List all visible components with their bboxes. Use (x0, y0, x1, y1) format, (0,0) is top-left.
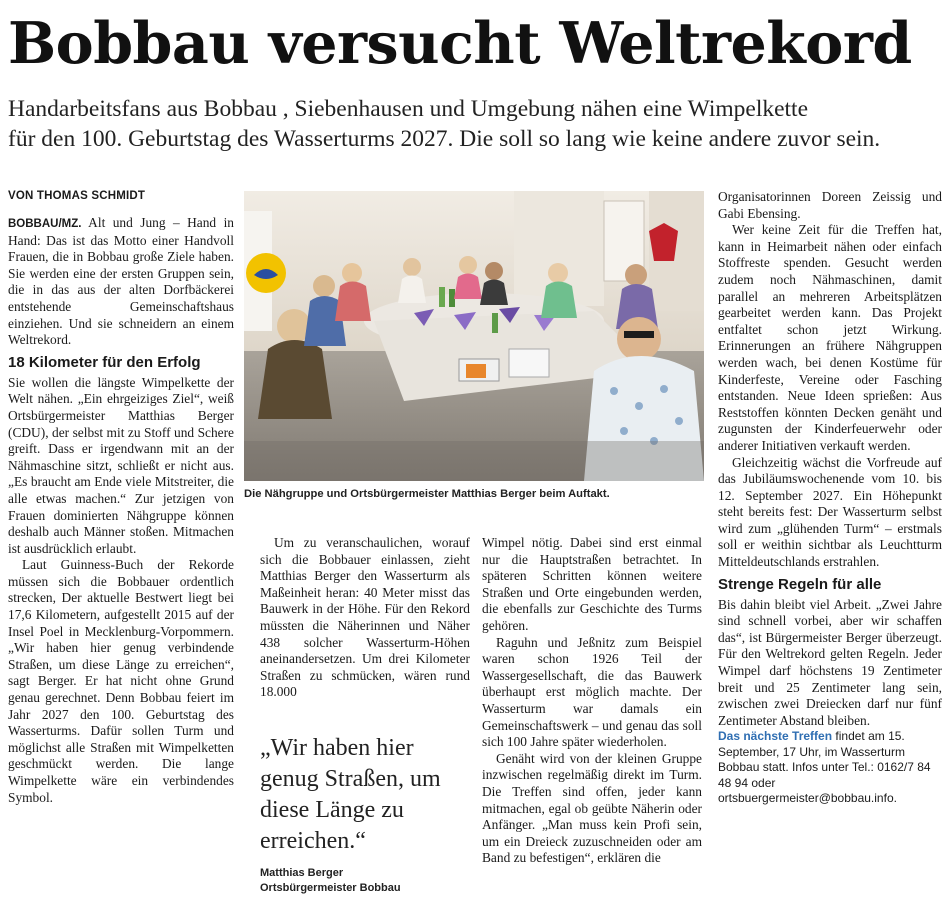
sewing-group-photo (244, 191, 704, 481)
dateline: BOBBAU/MZ. (8, 218, 82, 230)
author-byline: VON THOMAS SCHMIDT (8, 190, 146, 202)
article-column-3 (482, 535, 702, 867)
article-photo (244, 191, 704, 481)
subhead-line-1: Handarbeitsfans aus Bobbau , Siebenhausen und Umgebung nähen eine Wimpelkette (8, 96, 809, 122)
article-subhead (8, 94, 938, 154)
quote-author-name: Matthias Berger (260, 867, 344, 879)
article-column-2 (260, 535, 470, 701)
body-paragraph: Organisatorinnen Doreen Zeissig und Gabi Ebensing. (718, 189, 942, 221)
body-paragraph: Um zu veranschaulichen, worauf sich die Bobbauer einlassen, zieht Matthias Berger den Wasserturm als Maßeinheit heran: 40 Meter misst das Bauwerk in der Höhe. Für den Rekord müssten die Näherinnen und Näher 438 solcher Wasserturm-Höhen aneinandersetzen. Um drei Kilometer Straßen zu schmücken, wären rund 18.000 (260, 535, 470, 700)
next-meeting-label: Das nächste Treffen (718, 729, 833, 744)
subhead-line-2: für den 100. Geburtstag des Wasserturms 2027. Die soll so lang wie keine andere zuvor sein. (8, 126, 881, 152)
quote-author-role: Ortsbürgermeister Bobbau (260, 882, 401, 894)
section-heading-rules: Strenge Regeln für alle (718, 575, 882, 593)
body-paragraph: Raguhn und Jeßnitz zum Beispiel waren schon 1926 Teil der Wassergesellschaft, die das Bauwerk überhaupt erst möglich machte. Der Wasserturm war damals ein Gemeinschaftswerk – und genau das soll sich 100 Jahre später wiederholen. (482, 634, 702, 750)
body-paragraph: Sie wollen die längste Wimpelkette der Welt nähen. „Ein ehrgeiziges Ziel“, weiß Ortsbürgermeister Matthias Berger (CDU), der selbst mit zu Stoff und Schere greift. Dass er irgendwann mit an der Nähmaschine sitzt, schließt er nicht aus. „Es braucht am Ende viele Mitstreiter, die alle etwas machen.“ Zur jetzigen von Frauen dominierten Nähgruppe können deshalb auch Männer stoßen. Mitmachen ist ausdrücklich erlaubt. (8, 374, 234, 556)
next-meeting-text: findet am 15. September, 17 Uhr, im Wasserturm Bobbau statt. Infos unter Tel.: 0162/7 84 48 94 oder ortsbuergermeister@bobbau.info. (718, 729, 931, 806)
body-paragraph: Wimpel nötig. Dabei sind erst einmal nur die Hauptstraßen betrachtet. In späteren Schritten können weitere Straßen und Orte eingebunden werden, die ebenfalls zur Geschichte des Turms gehören. (482, 535, 702, 633)
pull-quote-author (260, 866, 470, 896)
photo-caption: Die Nähgruppe und Ortsbürgermeister Matthias Berger beim Auftakt. (244, 488, 610, 500)
article-headline: Bobbau versucht Weltrekord (8, 10, 912, 77)
pull-quote: „Wir haben hier genug Straßen, um diese Länge zu erreichen.“ (260, 735, 441, 854)
article-column-1 (8, 189, 234, 806)
section-heading-18-km: 18 Kilometer für den Erfolg (8, 353, 201, 371)
body-paragraph: Gleichzeitig wächst die Vorfreude auf das Jubiläumswochenende vom 10. bis 12. September 2027. Ein Höhepunkt steht bereits fest: Der Wasserturm selbst wird zum „glühenden Turm“ – erstmals soll er weithin sichtbar als Leuchtturm Mitteldeutschlands erstrahlen. (718, 454, 942, 570)
article-column-4 (718, 189, 942, 807)
intro-paragraph (8, 215, 234, 349)
body-paragraph: Genäht wird von der kleinen Gruppe inzwischen regelmäßig direkt im Turm. Die Treffen sind offen, jeder kann mitmachen, egal ob geübte Näherin oder Anfänger. „Man muss kein Profi sein, um ein Dreieck zuzuschneiden oder am Band zu befestigen“, erklären die (482, 750, 702, 866)
body-paragraph: Wer keine Zeit für die Treffen hat, kann in Heimarbeit nähen oder einfach Stoffreste spenden. Gesucht werden zudem noch Nähmaschinen, damit parallel an mehreren Arbeitsplätzen gearbeitet werden kann. Das Projekt entfaltet schon jetzt Wirkung. Erinnerungen an frühere Nähgruppen werden wach, bei denen Kostüme für Kinderfeste, Vereine oder Fasching entstanden. Neue Ideen sprießen: Aus Reststoffen könnten Decken genäht und zugunsten der Kinderfeuerwehr oder anderer Initiativen verkauft werden. (718, 222, 942, 453)
body-paragraph: Bis dahin bleibt viel Arbeit. „Zwei Jahre sind schnell vorbei, aber wir schaffen das“, ist Bürgermeister Berger überzeugt. Für den Weltrekord gelten Regeln. Jeder Wimpel darf höchstens 19 Zentimeter breit und 25 Zentimeter lang sein, zwischen zwei Dreiecken darf nur fünf Zentimeter Abstand bleiben. (718, 596, 942, 728)
body-paragraph: Laut Guinness-Buch der Rekorde müssen sich die Bobbauer ordentlich strecken, Der aktuelle Bestwert liegt bei 17,6 Kilometern, aufgestellt 2015 auf der Insel Poel in Mecklenburg-Vorpommern. „Wir haben hier genug verbindende Straßen, um diese Länge zu erreichen“, sagt Berger. Er hat nicht ohne Grund genau gerechnet. Denn Bobbau feiert im Jahr 2027 den 100. Geburtstag des Wasserturms. Dafür sollen Turm und möglichst alle Straßen mit Wimpelketten geschmückt werden. Die lange Wimpelkette wäre ein verbindendes Symbol. (8, 557, 234, 805)
intro-text: Alt und Jung – Hand in Hand: Das ist das Motto einer Handvoll Frauen, die in Bobbau große Ziele haben. Sie werden eine der ersten Gruppen sein, die in das aus der alten Dorfbäckerei entstehende Gemeinschaftshaus einziehen. Und sie schneidern an einem Weltrekord. (8, 215, 234, 348)
next-meeting-info (718, 729, 942, 807)
